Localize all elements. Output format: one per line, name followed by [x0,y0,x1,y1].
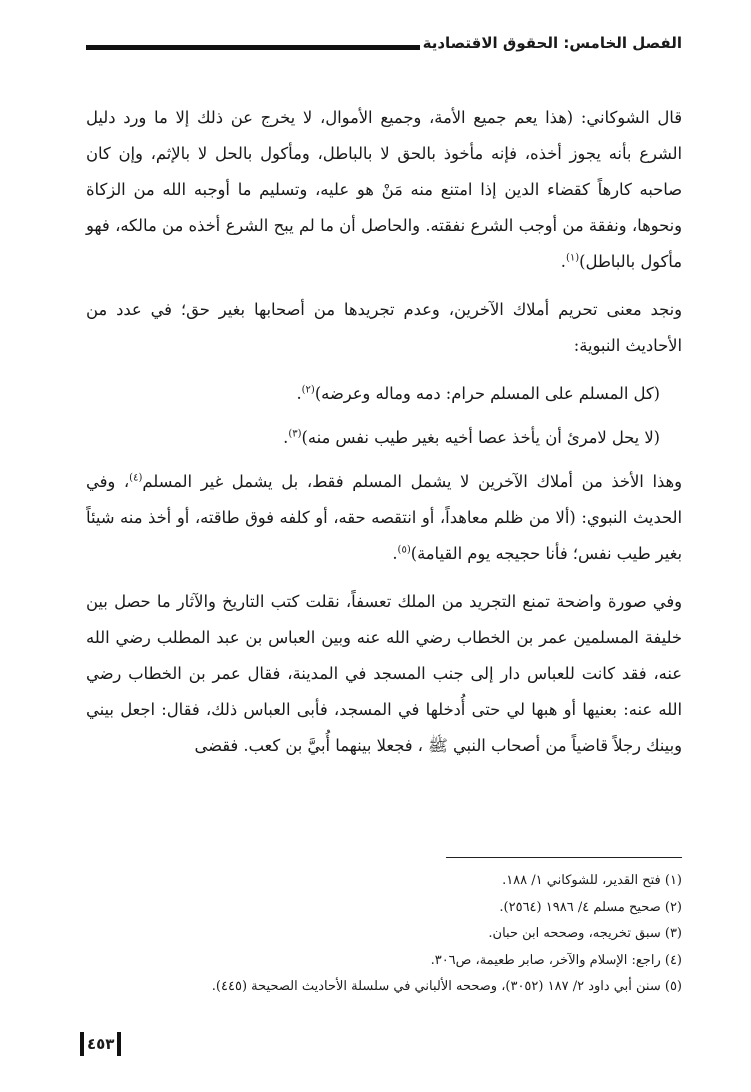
running-header [86,34,682,62]
footnote-2: (٢) صحيح مسلم ٤/ ١٩٨٦ (٢٥٦٤). [499,899,682,915]
page-number: ٤٥٣ [80,1032,121,1056]
paragraph-non-muslims: وهذا الأخذ من أملاك الآخرين لا يشمل المسلم فقط، بل يشمل غير المسلم$^{(٤)}$، وفي الحديث النبوي: (ألا من ظلم معاهداً، أو انتقصه حقه، أو كلفه فوق طاقته، أو أخذ منه شيئاً بغير طيب نفس؛ فأنا حجيجه يوم القيامة)$^{(٥)}$. [86,472,682,563]
footnote-5: (٥) سنن أبي داود ٢/ ١٨٧ (٣٠٥٢)، وصححه الألباني في سلسلة الأحاديث الصحيحة (٤٤٥). [211,979,682,994]
footnote-1: (١) فتح القدير، للشوكاني ١/ ١٨٨. [502,873,682,888]
paragraph-umar-abbas: وفي صورة واضحة تمنع التجريد من الملك تعسفاً، نقلت كتب التاريخ والآثار ما حصل بين خليفة المسلمين عمر بن الخطاب رضي الله عنه وبين العباس بن عبد المطلب رضي الله عنه، فقد كانت للعباس دار إلى جنب المسجد في المدينة، فقال عمر بن الخطاب رضي الله عنه: بعنيها أو هبها لي حتى أُدخلها في المسجد، فأبى العباس ذلك، فقال: اجعل بيني وبينك رجلاً قاضياً من أصحاب النبي ﷺ ، فجعلا بينهما أُبيَّ بن كعب. فقضى [86,592,682,755]
header-rule [86,45,420,50]
footnote-3: (٣) سبق تخريجه، وصححه ابن حبان. [488,926,682,941]
chapter-title: الفصل الخامس: الحقوق الاقتصادية [422,34,682,52]
hadith-quote-2: (لا يحل لامرئ أن يأخذ عصا أخيه بغير طيب نفس منه)$^{(٣)}$. [283,428,660,447]
hadith-quote-1: (كل المسلم على المسلم حرام: دمه وماله وعرضه)$^{(٢)}$. [296,384,660,403]
main-text [86,100,682,776]
paragraph-intro-hadith: ونجد معنى تحريم أملاك الآخرين، وعدم تجريدها من أصحابها بغير حق؛ في عدد من الأحاديث النبوية: [86,300,682,355]
footnote-ref-5[interactable]: (٥) [397,544,411,556]
footnotes [86,868,682,1001]
paragraph-shawkani: قال الشوكاني: (هذا يعم جميع الأمة، وجميع الأموال، لا يخرج عن ذلك إلا ما ورد دليل الشرع بأنه يجوز أخذه، فإنه مأخوذ بالحق لا بالباطل، ومأكول بالحل لا بالإثم، وإن كان صاحبه كارهاً كقضاء الدين إذا امتنع منه مَنْ هو عليه، وتسليم ما أوجبه الله من الزكاة ونحوها، ونفقة من أوجب الشرع نفقته. والحاصل أن ما لم يبح الشرع أخذه من مالكه، فهو مأكول بالباطل)$^{(١)}$. [86,108,682,271]
footnote-ref-3[interactable]: (٣) [288,428,302,440]
footnote-ref-4[interactable]: (٤) [129,472,143,484]
footnote-divider [446,857,682,858]
footnote-ref-1[interactable]: (١) [565,252,580,264]
footnote-ref-2[interactable]: (٢) [301,384,315,396]
footnote-4: (٤) راجع: الإسلام والآخر، صابر طعيمة، ص٣٠٦. [430,952,682,968]
